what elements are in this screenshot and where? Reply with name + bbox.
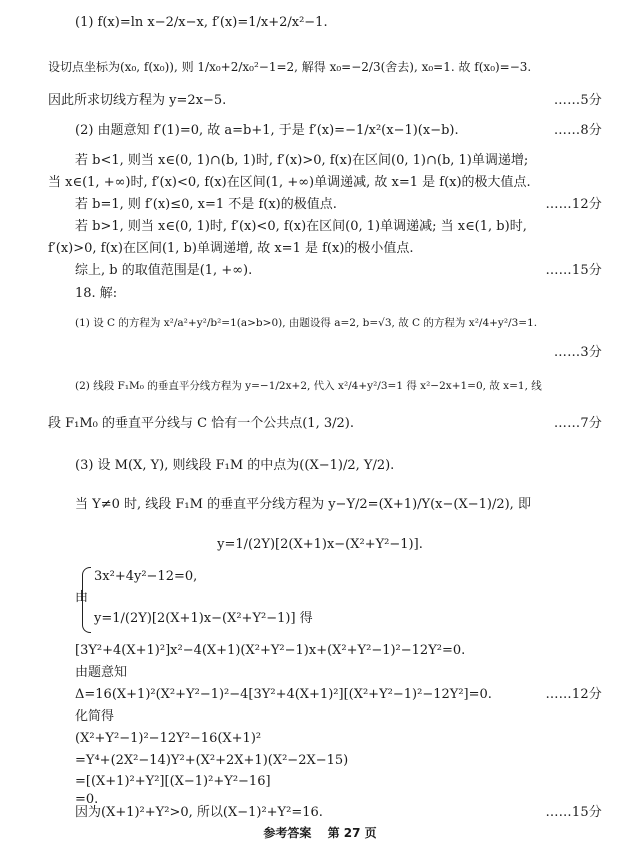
text-line xyxy=(0,750,640,772)
text-line xyxy=(0,120,640,142)
text-line xyxy=(0,413,640,435)
text-line xyxy=(0,566,640,588)
line-text: =Y⁴+(2X²−14)Y²+(X²+2X+1)(X²−2X−15) xyxy=(75,753,349,768)
line-text: =0. xyxy=(75,792,99,807)
text-line xyxy=(0,56,640,78)
text-line xyxy=(0,706,640,728)
page-footer xyxy=(0,824,640,841)
line-text: 若 b=1, 则 f′(x)≤0, x=1 不是 f(x)的极值点. xyxy=(75,197,337,212)
score-mark: ……7分 xyxy=(553,416,602,431)
text-line xyxy=(0,587,640,609)
score-mark: ……5分 xyxy=(553,93,602,108)
text-line xyxy=(0,283,640,305)
line-text: 若 b>1, 则当 x∈(0, 1)时, f′(x)<0, f(x)在区间(0, 1)单调递减; 当 x∈(1, b)时, xyxy=(75,219,527,234)
line-text: 3x²+4y²−12=0, xyxy=(94,569,198,584)
line-text: 由题意知 xyxy=(75,665,128,680)
line-text: 段 F₁M₀ 的垂直平分线与 C 恰有一个公共点(1, 3/2). xyxy=(48,416,354,431)
line-text: 化简得 xyxy=(75,709,115,724)
page-number: 第 27 页 xyxy=(327,826,377,840)
text-line xyxy=(0,12,640,34)
line-text: f′(x)>0, f(x)在区间(1, b)单调递增, 故 x=1 是 f(x)的极小值点. xyxy=(48,241,414,256)
text-line xyxy=(0,662,640,684)
text-line xyxy=(0,238,640,260)
text-line xyxy=(0,194,640,216)
text-line xyxy=(0,802,640,824)
text-line xyxy=(0,455,640,477)
line-text: (2) 由题意知 f′(1)=0, 故 a=b+1, 于是 f′(x)=−1/x²(x−1)(x−b). xyxy=(75,123,459,138)
line-text: 由 xyxy=(75,590,89,605)
text-line xyxy=(0,150,640,172)
line-text: 综上, b 的取值范围是(1, +∞). xyxy=(75,263,253,278)
text-line xyxy=(0,342,640,364)
line-text: (1) f(x)=ln x−2/x−x, f′(x)=1/x+2/x²−1. xyxy=(75,15,328,30)
line-text: (1) 设 C 的方程为 x²/a²+y²/b²=1(a>b>0), 由题设得 a=2, b=√3, 故 C 的方程为 x²/4+y²/3=1. xyxy=(75,317,538,329)
line-text: 当 Y≠0 时, 线段 F₁M 的垂直平分线方程为 y−Y/2=(X+1)/Y(x−(X−1)/2), 即 xyxy=(75,497,531,512)
line-text: 当 x∈(1, +∞)时, f′(x)<0, f(x)在区间(1, +∞)单调递减, 故 x=1 是 f(x)的极大值点. xyxy=(48,175,531,190)
line-text: 因为(X+1)²+Y²>0, 所以(X−1)²+Y²=16. xyxy=(75,805,323,820)
text-line xyxy=(0,728,640,750)
line-text: 因此所求切线方程为 y=2x−5. xyxy=(48,93,227,108)
line-text: [3Y²+4(X+1)²]x²−4(X+1)(X²+Y²−1)x+(X²+Y²−1)²−12Y²=0. xyxy=(75,643,466,658)
text-line xyxy=(0,172,640,194)
line-text: Δ=16(X+1)²(X²+Y²−1)²−4[3Y²+4(X+1)²][(X²+Y²−1)²−12Y²]=0. xyxy=(75,687,492,702)
text-line xyxy=(0,608,640,630)
text-line xyxy=(0,90,640,112)
score-mark: ……8分 xyxy=(553,123,602,138)
text-line xyxy=(0,684,640,706)
line-text: (3) 设 M(X, Y), 则线段 F₁M 的中点为((X−1)/2, Y/2). xyxy=(75,458,395,473)
score-mark: ……12分 xyxy=(545,197,602,212)
centered-equation xyxy=(0,534,640,556)
text-line xyxy=(0,494,640,516)
line-text: (X²+Y²−1)²−12Y²−16(X+1)² xyxy=(75,731,262,746)
line-text: y=1/(2Y)[2(X+1)x−(X²+Y²−1)] 得 xyxy=(94,611,313,626)
line-text: 若 b<1, 则当 x∈(0, 1)∩(b, 1)时, f′(x)>0, f(x)在区间(0, 1)∩(b, 1)单调递增; xyxy=(75,153,529,168)
text-line xyxy=(0,216,640,238)
score-mark: ……15分 xyxy=(545,805,602,820)
line-text: 18. 解: xyxy=(75,286,118,301)
line-text: (2) 线段 F₁M₀ 的垂直平分线方程为 y=−1/2x+2, 代入 x²/4+y²/3=1 得 x²−2x+1=0, 故 x=1, 线 xyxy=(75,380,542,392)
line-text: y=1/(2Y)[2(X+1)x−(X²+Y²−1)]. xyxy=(217,537,423,552)
text-line xyxy=(0,312,640,334)
text-line xyxy=(0,375,640,397)
score-mark: ……3分 xyxy=(553,345,602,360)
line-text: 设切点坐标为(x₀, f(x₀)), 则 1/x₀+2/x₀²−1=2, 解得 x₀=−2/3(舍去), x₀=1. 故 f(x₀)=−3. xyxy=(48,60,532,74)
score-mark: ……12分 xyxy=(545,687,602,702)
footer-label: 参考答案 xyxy=(263,826,312,840)
text-line xyxy=(0,640,640,662)
line-text: =[(X+1)²+Y²][(X−1)²+Y²−16] xyxy=(75,774,271,789)
text-line xyxy=(0,260,640,282)
score-mark: ……15分 xyxy=(545,263,602,278)
